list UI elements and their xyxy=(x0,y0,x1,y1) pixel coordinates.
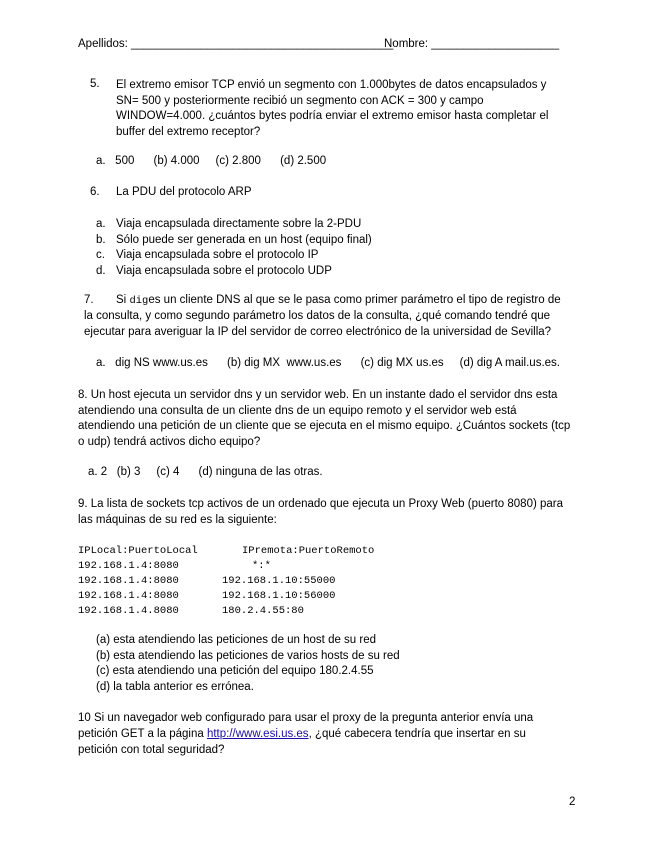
text-line: atendiendo una petición de un cliente que se ejecuta en el mismo equipo. ¿Cuántos sockets (tcp xyxy=(78,420,571,432)
answer-option: d. Viaja encapsulada sobre el protocolo UDP xyxy=(96,264,332,277)
answer-option: c. Viaja encapsulada sobre el protocolo IP xyxy=(96,249,319,261)
dig-command: dig xyxy=(129,295,149,307)
answer-options: a. dig NS www.us.es (b) dig MX www.us.es (c) dig MX us.es (d) dig A mail.us.es. xyxy=(96,357,560,369)
text-line: WINDOW=4.000. ¿cuántos bytes podría enviar el extremo emisor hasta completar el xyxy=(116,110,549,122)
question-text xyxy=(116,78,576,140)
question-text: La PDU del protocolo ARP xyxy=(116,186,252,198)
esi-link[interactable]: http://www.esi.us.es xyxy=(206,728,309,740)
question-number: 5. xyxy=(90,78,100,90)
question-text-line1: Si diges un cliente DNS al que se le pasa como primer parámetro el tipo de registro de xyxy=(116,294,561,307)
answer-option: a. Viaja encapsulada directamente sobre la 2-PDU xyxy=(96,218,362,230)
answer-option: (d) la tabla anterior es errónea. xyxy=(96,680,254,693)
answer-option: (c) esta atendiendo una petición del equipo 180.2.4.55 xyxy=(96,665,374,677)
text-line: o udp) tendrá activos dicho equipo? xyxy=(78,435,261,448)
nombre-field: Nombre: ____________________ xyxy=(384,38,560,50)
answer-options: a. 500 (b) 4.000 (c) 2.800 (d) 2.500 xyxy=(96,155,327,167)
question-text-line2: petición GET a la página http://www.esi.us.es, ¿qué cabecera tendría que insertar en su xyxy=(78,728,526,740)
text-line: SN= 500 y posteriormente recibió un segmento con ACK = 300 y campo xyxy=(116,94,484,107)
question-text-line3: ejecutar para averiguar la IP del servidor de correo electrónico de la universidad de Sevilla? xyxy=(84,326,552,338)
text-line: El extremo emisor TCP envió un segmento con 1.000bytes de datos encapsulados y xyxy=(116,79,547,91)
apellidos-field: Apellidos: _________________________________________ xyxy=(78,38,394,50)
answer-list xyxy=(96,633,400,695)
question-number: 6. xyxy=(90,186,100,198)
question-text-line1: 10 Si un navegador web configurado para usar el proxy de la pregunta anterior envía una xyxy=(78,712,534,724)
text-line: buffer del extremo receptor? xyxy=(116,125,261,138)
answer-option: (a) esta atendiendo las peticiones de un host de su red xyxy=(96,634,377,646)
socket-table-header: IPLocal:PuertoLocal IPremota:PuertoRemoto xyxy=(78,545,375,557)
text-line: 8. Un host ejecuta un servidor dns y un servidor web. En un instante dado el servidor dns esta xyxy=(78,389,558,401)
question-text-line3: petición con total seguridad? xyxy=(78,744,225,756)
answer-list xyxy=(96,217,372,279)
text-line: 9. La lista de sockets tcp activos de un ordenado que ejecuta un Proxy Web (puerto 8080) para xyxy=(78,498,564,510)
socket-table-row: 192.168.1.4:8080 *:* xyxy=(78,560,271,572)
text-line: las máquinas de su red es la siguiente: xyxy=(78,513,277,526)
socket-table xyxy=(78,544,374,619)
socket-table-row: 192.168.1.4:8080 192.168.1.10:55000 xyxy=(78,575,336,587)
answer-option: (b) esta atendiendo las peticiones de varios hosts de su red xyxy=(96,649,400,662)
question-text xyxy=(78,388,578,450)
page-number: 2 xyxy=(569,796,576,808)
socket-table-row: 192.168.1.4.8080 180.2.4.55:80 xyxy=(78,605,304,617)
answer-options: a. 2 (b) 3 (c) 4 (d) ninguna de las otras. xyxy=(88,466,323,478)
question-text xyxy=(78,497,578,528)
answer-option: b. Sólo puede ser generada en un host (equipo final) xyxy=(96,233,372,246)
question-number: 7. xyxy=(84,294,94,306)
question-text-line2: la consulta, y como segundo parámetro los datos de la consulta, ¿qué comando tendré que xyxy=(84,310,551,322)
socket-table-row: 192.168.1.4:8080 192.168.1.10:56000 xyxy=(78,590,336,602)
text-line: atendiendo una consulta de un cliente dns de un equipo remoto y el servidor web está xyxy=(78,404,517,417)
